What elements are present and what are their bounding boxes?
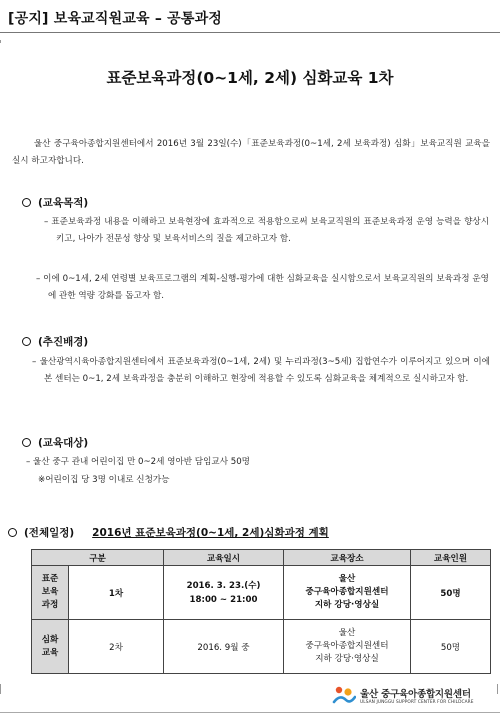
cell-place-line2: 중구육아종합지원센터 [305,587,389,597]
header-divider [0,32,500,33]
cell-place-line1: 울산 [338,574,356,584]
section-target-title: (교육대상) [38,437,89,449]
circle-bullet-icon [22,337,31,346]
section-target-heading [22,435,88,450]
target-line-2: ※어린이집 당 3명 이내로 신청가능 [38,475,170,485]
group-label-text: 표준 보육 과정 [41,574,59,610]
org-name-en: ULSAN JUNGGU SUPPORT CENTER FOR CHILDCARE [360,699,474,705]
cell-date: 2016. 3. 23.(수) [186,580,261,591]
row-group-label-advanced [32,620,69,674]
cell-people: 50명 [411,620,491,674]
cell-place-line2: 중구육아종합지원센터 [305,641,389,651]
section-schedule-title: (전체일정) [24,527,75,539]
frame-tick-bottom-right [497,684,498,694]
background-text: – 울산광역시육아종합지원센터에서 표준보육과정(0~1세, 2세) 및 누리과정(3~5세) 집합연수가 이루어지고 있으며 이에 본 센터는 0~1, 2세 보육과정을 충분히 이해하고 현장에 적용할 수 있도록 심화교육을 체계적으로 실시하고자 함. [32,357,490,384]
schedule-plan-heading: 2016년 표준보육과정(0~1세, 2세)심화과정 계획 [92,527,329,539]
section-purpose-title: (교육목적) [38,197,89,209]
col-header-category: 구분 [32,550,164,566]
cell-datetime [164,566,284,620]
purpose-item-1: – 표준보육과정 내용을 이해하고 보육현장에 효과적으로 적용함으로써 보육교직원의 표준보육과정 운영 능력을 향상시키고, 나아가 전문성 향상 및 보육서비스의 질을 제고하고자 함. [44,217,489,244]
cell-place [284,620,411,674]
section-background-heading [22,334,88,349]
purpose-item-2: – 이에 0~1세, 2세 연령별 보육프로그램의 계획-실행-평가에 대한 심화교육을 실시함으로서 보육교직원의 보육과정 운영에 관한 역량 강화를 돕고자 함. [36,274,489,301]
group-label-text: 심화 교육 [41,634,59,658]
cell-place-line3: 지하 강당·영상실 [314,600,380,610]
notice-header: [공지] 보육교직원교육 – 공통과정 [8,11,223,27]
intro-paragraph: 울산 중구육아종합지원센터에서 2016년 3월 23일(수)「표준보육과정(0~1세, 2세 보육과정) 심화」보육교직원 교육을 실시 하고자합니다. [12,139,490,166]
table-row [32,620,491,674]
circle-bullet-icon [22,198,31,207]
circle-bullet-icon [22,438,31,447]
frame-tick-top-left [0,40,1,43]
cell-place-line1: 울산 [338,628,356,638]
cell-datetime: 2016. 9월 중 [164,620,284,674]
col-header-datetime: 교육일시 [164,550,284,566]
section-schedule-heading [8,525,329,540]
section-background-title: (추진배경) [38,336,89,348]
schedule-table [31,549,491,674]
table-header-row [32,550,491,566]
row-group-label-standard [32,566,69,620]
table-row [32,566,491,620]
org-logo-text [360,686,474,705]
footer-divider [0,712,500,713]
cell-round: 2차 [69,620,164,674]
section-purpose-heading [22,195,88,210]
frame-tick-bottom-left [0,684,1,694]
cell-round: 1차 [69,566,164,620]
cell-place-line3: 지하 강당·영상실 [315,654,379,664]
col-header-place: 교육장소 [284,550,411,566]
target-line-1: – 울산 중구 관내 어린이집 만 0~2세 영아반 담임교사 50명 [26,457,250,467]
org-logo-icon [332,684,356,706]
cell-people: 50명 [411,566,491,620]
org-logo [332,684,474,706]
cell-place [284,566,411,620]
circle-bullet-icon [8,528,17,537]
document-title: 표준보육과정(0~1세, 2세) 심화교육 1차 [106,69,394,87]
col-header-people: 교육인원 [411,550,491,566]
cell-time: 18:00 ~ 21:00 [189,594,258,605]
org-name: 울산 중구육아종합지원센터 [360,688,471,700]
